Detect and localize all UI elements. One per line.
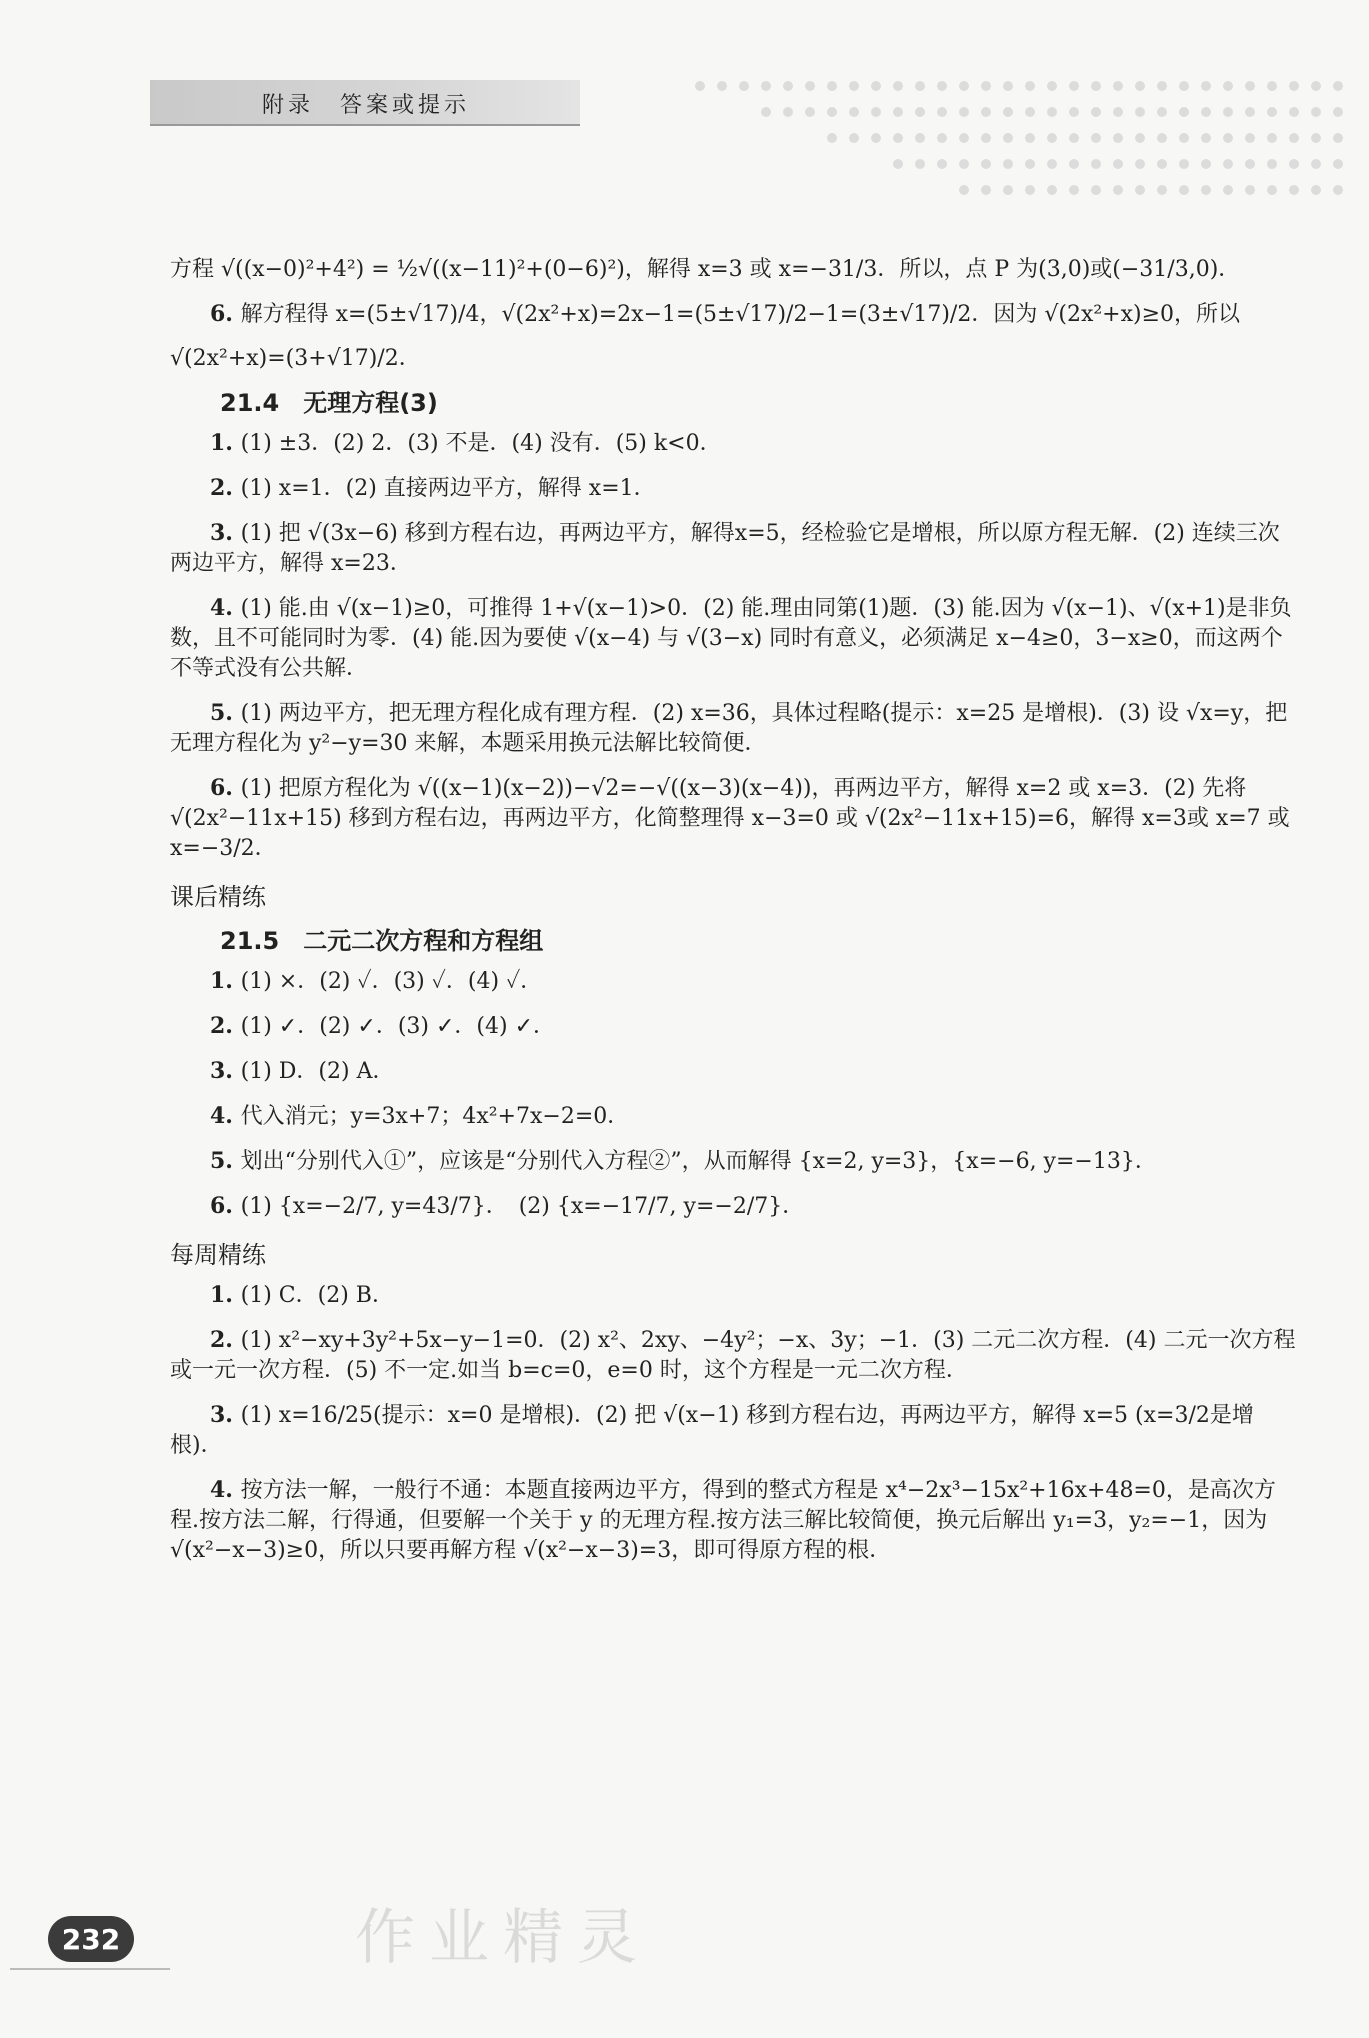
decorative-dot [1157, 185, 1167, 195]
answer-text: (1) C．(2) B． [240, 1283, 394, 1308]
decorative-dot [959, 133, 969, 143]
decorative-dot [981, 133, 991, 143]
decorative-dot [827, 107, 837, 117]
decorative-dot [937, 133, 947, 143]
decorative-dot [1113, 159, 1123, 169]
answer-paragraph [170, 1280, 1300, 1311]
answer-paragraph [170, 1146, 1300, 1177]
question-number: 2. [210, 475, 241, 501]
question-number: 5. [210, 1148, 241, 1174]
decorative-dot [1135, 81, 1145, 91]
decorative-dot [1245, 107, 1255, 117]
decorative-dot [1025, 185, 1035, 195]
question-number: 4. [210, 595, 241, 621]
question-number: 1. [210, 1282, 241, 1308]
decorative-dot [1047, 107, 1057, 117]
decorative-dot [1311, 133, 1321, 143]
page-footer-line [10, 1968, 170, 1970]
answer-paragraph [170, 593, 1300, 684]
answer-text: 代入消元；y=3x+7；4x²+7x−2=0． [240, 1104, 630, 1129]
answer-paragraph [170, 1475, 1300, 1566]
answer-paragraph [170, 299, 1300, 330]
decorative-dot [1267, 159, 1277, 169]
decorative-dot [1135, 185, 1145, 195]
decorative-dot [959, 81, 969, 91]
question-number: 3. [210, 1402, 241, 1428]
question-number: 2. [210, 1327, 241, 1353]
question-number: 3. [210, 1058, 241, 1084]
decorative-dot [893, 133, 903, 143]
decorative-dot [937, 81, 947, 91]
decorative-dot [893, 107, 903, 117]
answer-paragraph [170, 1325, 1300, 1386]
decorative-dot [959, 107, 969, 117]
decorative-dot [1289, 81, 1299, 91]
question-number: 5. [210, 700, 241, 726]
answer-paragraph [170, 773, 1300, 864]
decorative-dot [1223, 81, 1233, 91]
decorative-dot [1223, 133, 1233, 143]
answer-paragraph [170, 1011, 1300, 1042]
decorative-dot [981, 107, 991, 117]
part-heading: 课后精练 [170, 883, 266, 911]
answer-text: (1) ×．(2) ✓．(3) ✓．(4) ✓． [240, 969, 543, 994]
decorative-dot [1135, 107, 1145, 117]
decorative-dot [1113, 133, 1123, 143]
answer-text: (1) 把原方程化为 √((x−1)(x−2))−√2=−√((x−3)(x−4))，再两边平方，解得 x=2 或 x=3．(2) 先将 √(2x²−11x+15) 移到方程右边，再两边平方，化简整理得 x−3=0 或 √(2x²−11x+15)=6，解得 x=3或 x=7 或 x=−3/2． [170, 776, 1290, 861]
decorative-dot [1025, 107, 1035, 117]
decorative-dot [1179, 159, 1189, 169]
decorative-dot [1201, 185, 1211, 195]
decorative-dot [1179, 107, 1189, 117]
answer-paragraph [170, 1101, 1300, 1132]
decorative-dot [981, 159, 991, 169]
answer-text: 方程 √((x−0)²+4²) = ½√((x−11)²+(0−6)²)，解得 x=3 或 x=−31/3．所以，点 P 为(3,0)或(−31/3,0)． [170, 257, 1241, 282]
decorative-dot [1245, 81, 1255, 91]
decorative-dot [1113, 185, 1123, 195]
decorative-dot [1157, 159, 1167, 169]
decorative-dot [761, 107, 771, 117]
answer-text: 按方法一解，一般行不通：本题直接两边平方，得到的整式方程是 x⁴−2x³−15x²+16x+48=0，是高次方程.按方法二解，行得通，但要解一个关于 y 的无理方程.按方法三解比较简便，换元后解出 y₁=3，y₂=−1，因为 √(x²−x−3)≥0，所以只要再解方程 √(x²−x−3)=3，即可得原方程的根． [170, 1478, 1276, 1563]
decorative-dot [1091, 133, 1101, 143]
decorative-dot [1311, 185, 1321, 195]
decorative-dot [695, 81, 705, 91]
decorative-dot [1135, 133, 1145, 143]
answer-text: (1) D．(2) A． [240, 1059, 395, 1084]
decorative-dot [1223, 107, 1233, 117]
answer-paragraph [170, 518, 1300, 579]
decorative-dot [1157, 81, 1167, 91]
decorative-dot [1113, 81, 1123, 91]
decorative-dot [1179, 81, 1189, 91]
decorative-dot [1091, 81, 1101, 91]
answer-text: (1) ±3．(2) 2．(3) 不是．(4) 没有．(5) k<0． [240, 431, 722, 456]
decorative-dot [1047, 159, 1057, 169]
question-number: 3. [210, 520, 241, 546]
decorative-dot [1333, 107, 1343, 117]
decorative-dot [783, 81, 793, 91]
decorative-dot [1311, 81, 1321, 91]
decorative-dot [1201, 81, 1211, 91]
decorative-dot [1069, 159, 1079, 169]
part-heading: 每周精练 [170, 1241, 266, 1269]
decorative-dot [1069, 185, 1079, 195]
answer-text: √(2x²+x)=(3+√17)/2． [170, 346, 421, 371]
decorative-dot [1091, 107, 1101, 117]
answer-paragraph [170, 428, 1300, 459]
answer-content [170, 255, 1300, 1580]
decorative-dot [849, 107, 859, 117]
decorative-dot [937, 107, 947, 117]
decorative-dot [1135, 159, 1145, 169]
decorative-dot [1025, 133, 1035, 143]
answer-paragraph [170, 1056, 1300, 1087]
decorative-dot [937, 159, 947, 169]
decorative-dot [717, 81, 727, 91]
decorative-dot [1047, 81, 1057, 91]
section-heading: 21.5 二元二次方程和方程组 [220, 927, 544, 955]
answer-paragraph [170, 255, 1300, 285]
answer-text: (1) x²−xy+3y²+5x−y−1=0．(2) x²、2xy、−4y²；−x、3y；−1．(3) 二元二次方程．(4) 二元一次方程或一元一次方程．(5) 不一定.如当 b=c=0，e=0 时，这个方程是一元二次方程． [170, 1328, 1296, 1383]
decorative-dot [827, 81, 837, 91]
decorative-dot-pattern [690, 76, 1350, 206]
decorative-dot [1179, 133, 1189, 143]
decorative-dot [915, 81, 925, 91]
decorative-dot [1091, 159, 1101, 169]
decorative-dot [1223, 159, 1233, 169]
answer-paragraph [170, 1191, 1300, 1222]
answer-paragraph [170, 473, 1300, 504]
decorative-dot [1267, 133, 1277, 143]
decorative-dot [1047, 185, 1057, 195]
decorative-dot [849, 81, 859, 91]
answer-paragraph [170, 344, 1300, 374]
decorative-dot [761, 81, 771, 91]
decorative-dot [1267, 185, 1277, 195]
answer-text: (1) 把 √(3x−6) 移到方程右边，再两边平方，解得x=5，经检验它是增根，所以原方程无解．(2) 连续三次两边平方，解得 x=23． [170, 521, 1280, 576]
question-number: 4. [210, 1477, 241, 1503]
decorative-dot [893, 159, 903, 169]
answer-paragraph [170, 966, 1300, 997]
decorative-dot [871, 81, 881, 91]
page-header-title: 附录 答案或提示 [262, 93, 471, 118]
decorative-dot [959, 159, 969, 169]
answer-text: (1) ✓．(2) ✓．(3) ✓．(4) ✓． [240, 1014, 556, 1039]
decorative-dot [1201, 159, 1211, 169]
decorative-dot [827, 133, 837, 143]
decorative-dot [849, 133, 859, 143]
decorative-dot [1025, 81, 1035, 91]
decorative-dot [1113, 107, 1123, 117]
decorative-dot [1245, 185, 1255, 195]
decorative-dot [1003, 159, 1013, 169]
decorative-dot [805, 81, 815, 91]
decorative-dot [915, 133, 925, 143]
answer-text: (1) {x=−2/7, y=43/7}． (2) {x=−17/7, y=−2/7}． [240, 1194, 805, 1219]
decorative-dot [1003, 185, 1013, 195]
decorative-dot [1245, 159, 1255, 169]
decorative-dot [1047, 133, 1057, 143]
answer-text: (1) x=16/25(提示：x=0 是增根)．(2) 把 √(x−1) 移到方程右边，再两边平方，解得 x=5 (x=3/2是增根)． [170, 1403, 1254, 1458]
decorative-dot [893, 81, 903, 91]
decorative-dot [1267, 107, 1277, 117]
answer-text: (1) x=1．(2) 直接两边平方，解得 x=1． [240, 476, 656, 501]
decorative-dot [1289, 159, 1299, 169]
decorative-dot [805, 107, 815, 117]
watermark: 作业精灵 [355, 1903, 651, 1973]
decorative-dot [1069, 107, 1079, 117]
decorative-dot [1333, 133, 1343, 143]
page-number-badge: 232 [48, 1916, 134, 1962]
answer-paragraph [170, 698, 1300, 759]
question-number: 6. [210, 1193, 241, 1219]
decorative-dot [1245, 133, 1255, 143]
question-number: 1. [210, 430, 241, 456]
decorative-dot [1201, 107, 1211, 117]
answer-text: 划出“分别代入①”，应该是“分别代入方程②”，从而解得 {x=2, y=3}，{x=−6, y=−13}． [240, 1149, 1157, 1174]
decorative-dot [783, 107, 793, 117]
decorative-dot [1003, 133, 1013, 143]
decorative-dot [1179, 185, 1189, 195]
decorative-dot [1091, 185, 1101, 195]
question-number: 6. [210, 775, 241, 801]
answer-text: (1) 能.由 √(x−1)≥0，可推得 1+√(x−1)>0．(2) 能.理由同第(1)题．(3) 能.因为 √(x−1)、√(x+1)是非负数，且不可能同时为零．(4) 能.因为要使 √(x−4) 与 √(3−x) 同时有意义，必须满足 x−4≥0，3−x≥0，而这两个不等式没有公共解． [170, 596, 1292, 681]
decorative-dot [1289, 185, 1299, 195]
answer-paragraph [170, 1400, 1300, 1461]
question-number: 4. [210, 1103, 241, 1129]
decorative-dot [1025, 159, 1035, 169]
decorative-dot [1069, 133, 1079, 143]
decorative-dot [871, 133, 881, 143]
decorative-dot [915, 107, 925, 117]
decorative-dot [981, 81, 991, 91]
decorative-dot [1311, 107, 1321, 117]
decorative-dot [1333, 81, 1343, 91]
decorative-dot [1333, 159, 1343, 169]
decorative-dot [1289, 107, 1299, 117]
decorative-dot [871, 107, 881, 117]
decorative-dot [1069, 81, 1079, 91]
question-number: 6. [210, 301, 241, 327]
decorative-dot [1289, 133, 1299, 143]
question-number: 2. [210, 1013, 241, 1039]
decorative-dot [1223, 185, 1233, 195]
decorative-dot [1157, 133, 1167, 143]
decorative-dot [915, 159, 925, 169]
decorative-dot [1267, 81, 1277, 91]
decorative-dot [1157, 107, 1167, 117]
section-heading: 21.4 无理方程(3) [220, 389, 438, 417]
decorative-dot [1201, 133, 1211, 143]
decorative-dot [1003, 107, 1013, 117]
question-number: 1. [210, 968, 241, 994]
decorative-dot [1333, 185, 1343, 195]
decorative-dot [1003, 81, 1013, 91]
decorative-dot [1311, 159, 1321, 169]
answer-text: (1) 两边平方，把无理方程化成有理方程．(2) x=36，具体过程略(提示：x=25 是增根)．(3) 设 √x=y，把无理方程化为 y²−y=30 来解，本题采用换元法解比较简便． [170, 701, 1288, 756]
decorative-dot [981, 185, 991, 195]
answer-text: 解方程得 x=(5±√17)/4，√(2x²+x)=2x−1=(5±√17)/2−1=(3±√17)/2．因为 √(2x²+x)≥0，所以 [240, 302, 1241, 327]
header-divider [150, 124, 580, 126]
decorative-dot [739, 81, 749, 91]
decorative-dot [959, 185, 969, 195]
